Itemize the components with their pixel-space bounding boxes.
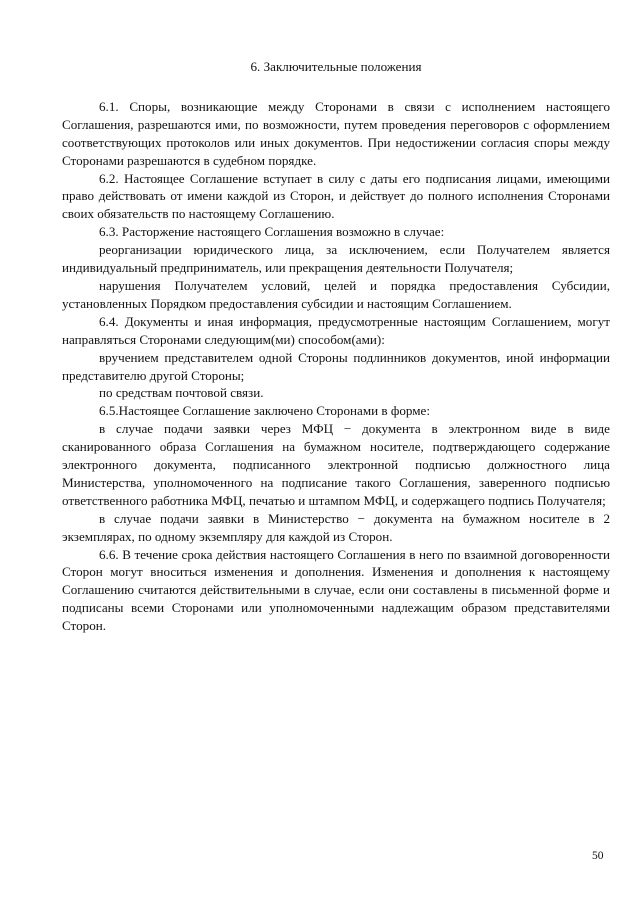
paragraph-6-5: 6.5.Настоящее Соглашение заключено Сторонами в форме:	[99, 403, 430, 419]
paragraph-6-4-item-post: по средствам почтовой связи.	[99, 385, 264, 401]
paragraph-6-3-item-violation: нарушения Получателем условий, целей и порядка предоставления Субсидии, установленных Порядком предоставления субсидии и настоящим Соглашением.	[62, 277, 610, 311]
paragraph-6-1: 6.1. Споры, возникающие между Сторонами в связи с исполнением настоящего Соглашения, разрешаются ими, по возможности, путем проведения переговоров с оформлением соответствующих протоколов или иных документов. При недостижении согласия споры между Сторонами разрешаются в судебном порядке.	[62, 98, 610, 168]
paragraph-6-5-item-mfc: в случае подачи заявки через МФЦ − документа в электронном виде в виде сканированного образа Соглашения на бумажном носителе, подтверждающего содержание электронного документа, подписанного электронной подписью должностного лица Министерства, уполномоченного на подписание такого Соглашения, заверенного подписью ответственного работника МФЦ, печатью и штампом МФЦ, и содержащего подпись Получателя;	[62, 421, 610, 508]
paragraph-6-4: 6.4. Документы и иная информация, предусмотренные настоящим Соглашением, могут направляться Сторонами следующим(ми) способом(ами):	[62, 313, 610, 347]
paragraph-6-3: 6.3. Расторжение настоящего Соглашения возможно в случае:	[99, 224, 445, 240]
paragraph-6-4-item-delivery: вручением представителем одной Стороны подлинников документов, иной информации представителю другой Стороны;	[62, 349, 610, 383]
document-page	[62, 58, 610, 635]
paragraph-6-2: 6.2. Настоящее Соглашение вступает в силу с даты его подписания лицами, имеющими право действовать от имени каждой из Сторон, и действует до полного исполнения Сторонами своих обязательств по настоящему Соглашению.	[62, 170, 610, 222]
paragraph-6-3-item-reorganization: реорганизации юридического лица, за исключением, если Получателем является индивидуальный предприниматель, или прекращения деятельности Получателя;	[62, 242, 610, 276]
page-number: 50	[592, 850, 604, 862]
section-title: 6. Заключительные положения	[250, 59, 422, 74]
paragraph-6-6: 6.6. В течение срока действия настоящего Соглашения в него по взаимной договоренности Сторон могут вноситься изменения и дополнения. Изменения и дополнения к настоящему Соглашению считаются действительными в случае, если они составлены в письменной форме и подписаны всеми Сторонами или уполномоченными надлежащим образом представителями Сторон.	[62, 546, 610, 634]
paragraph-6-5-item-ministry: в случае подачи заявки в Министерство − документа на бумажном носителе в 2 экземплярах, по одному экземпляру для каждой из Сторон.	[62, 510, 610, 544]
